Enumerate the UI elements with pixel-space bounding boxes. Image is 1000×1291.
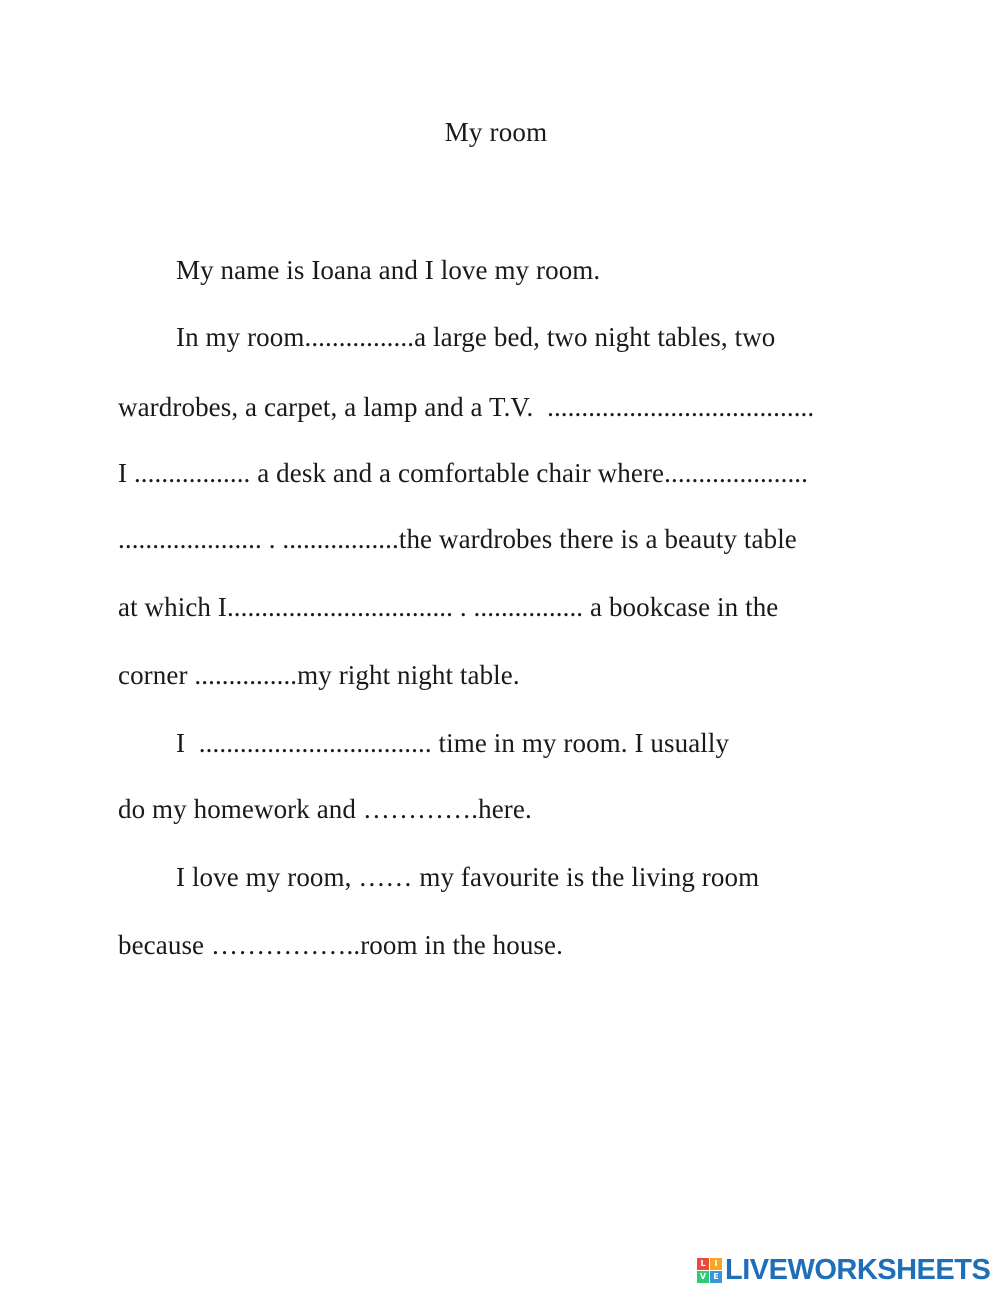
logo-text: LIVEWORKSHEETS — [725, 1253, 991, 1286]
logo-squares-icon — [697, 1258, 722, 1283]
text-line: My name is Ioana and I love my room. — [176, 255, 601, 285]
logo-square: I — [710, 1258, 722, 1270]
text-line: wardrobes, a carpet, a lamp and a T.V. ....................................... — [118, 392, 815, 422]
logo-square: V — [697, 1271, 709, 1283]
text-line: because ……………..room in the house. — [118, 930, 563, 960]
text-line: I love my room, …… my favourite is the living room — [176, 862, 760, 892]
text-line: In my room................a large bed, two night tables, two — [176, 322, 776, 352]
text-line: ..................... . .................the wardrobes there is a beauty table — [118, 524, 797, 554]
logo-square: E — [710, 1271, 722, 1283]
page-title: My room — [444, 117, 548, 147]
text-line: at which I................................. . ................ a bookcase in the — [118, 592, 779, 622]
logo-square: L — [697, 1258, 709, 1270]
liveworksheets-logo — [697, 1255, 990, 1285]
text-line: I .................................. time in my room. I usually — [176, 728, 730, 758]
text-line: do my homework and ………….here. — [118, 794, 532, 824]
text-line: corner ...............my right night table. — [118, 660, 520, 690]
text-line: I ................. a desk and a comfortable chair where..................... — [118, 458, 808, 488]
